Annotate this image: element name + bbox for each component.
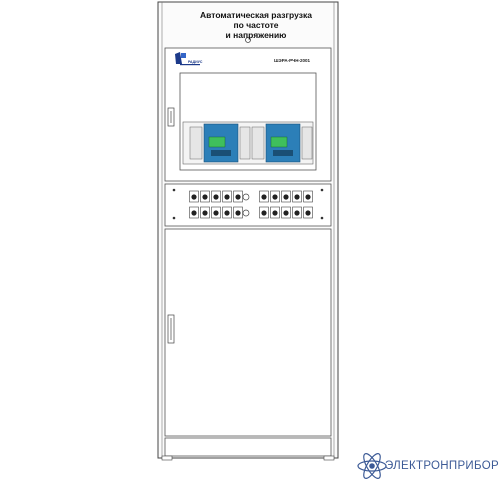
upper-door-handle[interactable] <box>168 108 174 126</box>
cabinet-title-line1: Автоматическая разгрузка <box>200 10 312 20</box>
rotary-switch[interactable] <box>190 191 199 202</box>
rotary-switch[interactable] <box>304 191 313 202</box>
rotary-switch[interactable] <box>212 207 221 218</box>
rotary-switch[interactable] <box>223 191 232 202</box>
lower-door <box>165 229 331 436</box>
rotary-switch[interactable] <box>260 207 269 218</box>
rotary-switch[interactable] <box>293 207 302 218</box>
watermark-text: ЭЛЕКТРОНПРИБОР <box>385 460 499 472</box>
relay-left <box>190 124 250 162</box>
panel-screw <box>173 189 176 192</box>
cabinet-plinth <box>165 438 331 456</box>
rotary-switch[interactable] <box>271 191 280 202</box>
rotary-switch[interactable] <box>282 207 291 218</box>
rotary-switch[interactable] <box>201 191 210 202</box>
rotary-switch[interactable] <box>234 191 243 202</box>
rotary-switch[interactable] <box>282 191 291 202</box>
cabinet-title-line3: и напряжению <box>225 30 287 40</box>
rotary-switch[interactable] <box>223 207 232 218</box>
panel-screw <box>321 189 324 192</box>
indicator-lamp <box>243 194 249 200</box>
atom-icon <box>358 451 386 480</box>
switch-panel <box>165 184 331 226</box>
panel-screw <box>321 217 324 220</box>
plinth-foot-left <box>162 456 172 460</box>
relay-right <box>252 124 312 162</box>
panel-screw <box>173 217 176 220</box>
indicator-lamp <box>243 210 249 216</box>
rotary-switch[interactable] <box>260 191 269 202</box>
rotary-switch[interactable] <box>212 191 221 202</box>
rotary-switch[interactable] <box>190 207 199 218</box>
rotary-switch[interactable] <box>304 207 313 218</box>
plinth-foot-right <box>324 456 334 460</box>
cabinet-model-label: ШЭРА-РЧН-2001 <box>274 58 310 63</box>
rotary-switch[interactable] <box>293 191 302 202</box>
rotary-switch[interactable] <box>234 207 243 218</box>
rotary-switch[interactable] <box>271 207 280 218</box>
cabinet-title-line2: по частоте <box>233 20 279 30</box>
lower-door-handle[interactable] <box>168 315 174 343</box>
brand-logo-text: РАДИУС <box>188 60 203 64</box>
rotary-switch[interactable] <box>201 207 210 218</box>
